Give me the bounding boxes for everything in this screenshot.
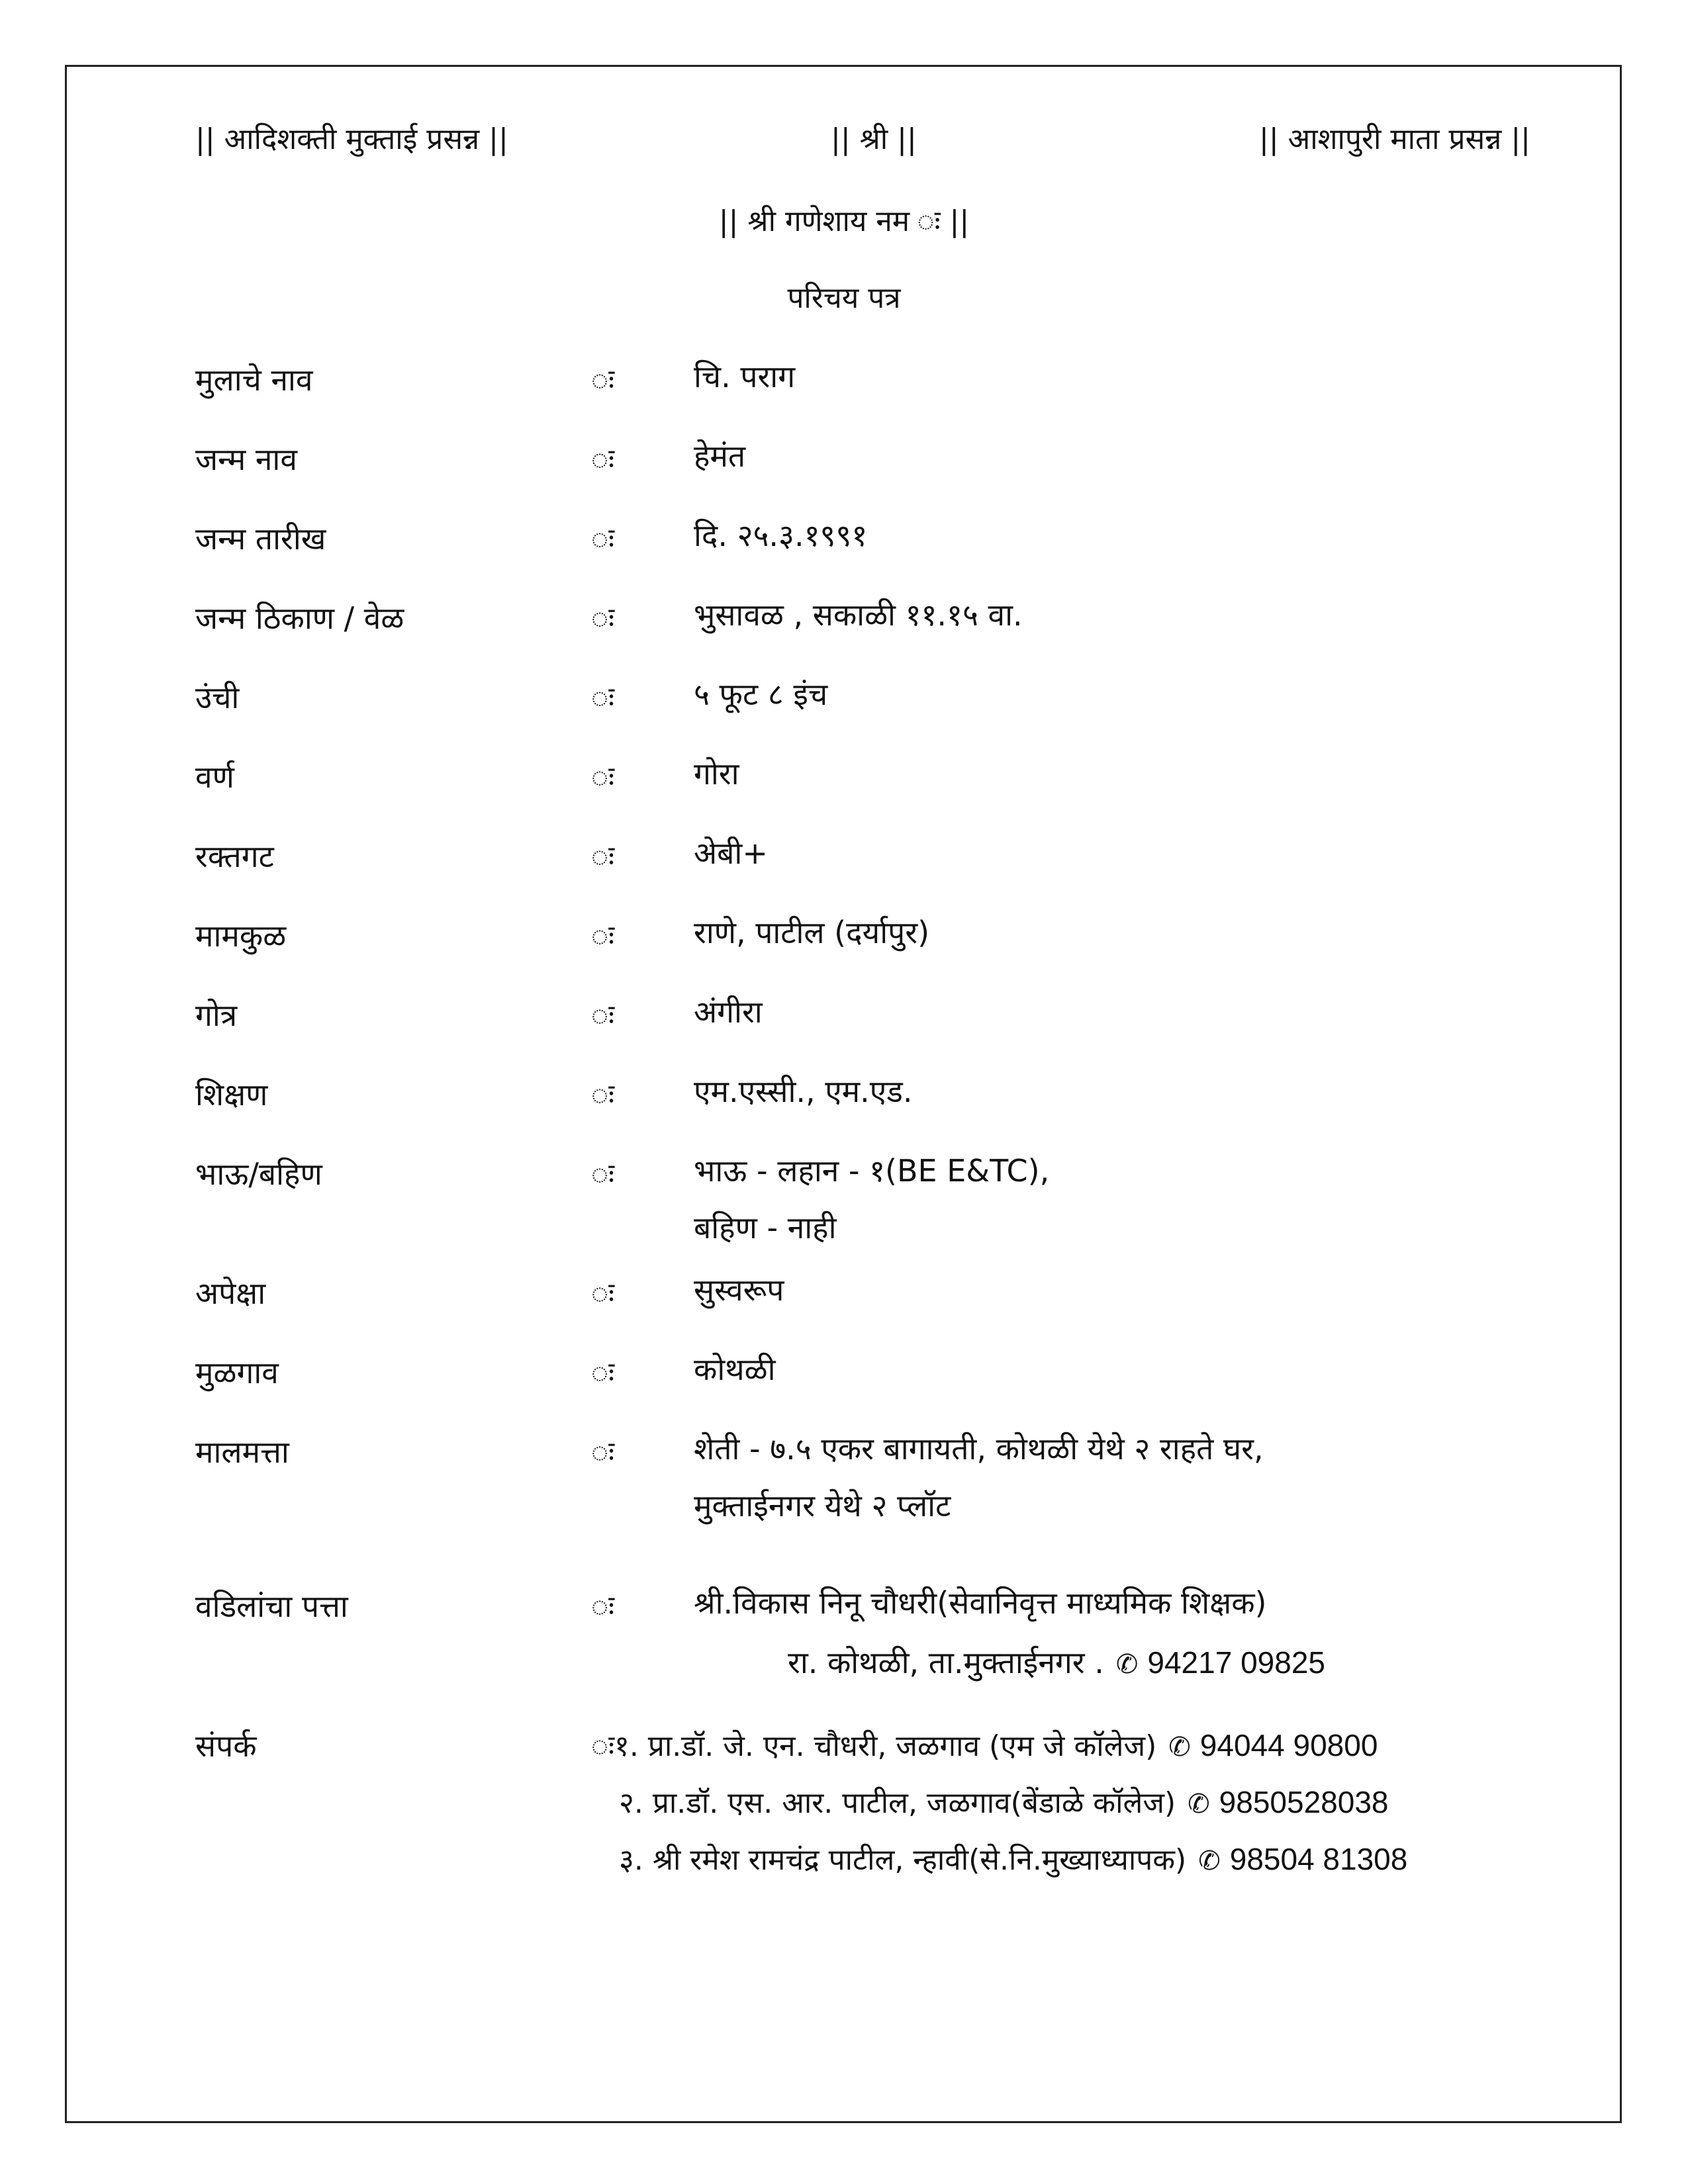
contact-entry bbox=[619, 1839, 1407, 1878]
field-colon: ः bbox=[591, 1435, 615, 1469]
field-colon: ः bbox=[591, 363, 615, 397]
contact-entry-text: ः१. प्रा.डॉ. जे. एन. चौधरी, जळगाव (एम जे कॉलेज) bbox=[591, 1729, 1157, 1763]
field-label: शिक्षण bbox=[195, 1077, 268, 1113]
telephone-icon: ✆ bbox=[1188, 1789, 1210, 1819]
field-value-line: शेती - ७.५ एकर बागायती, कोथळी येथे २ राहते घर, bbox=[694, 1431, 1264, 1467]
field-value bbox=[694, 1063, 912, 1120]
field-colon: ः bbox=[591, 522, 615, 556]
telephone-icon: ✆ bbox=[1168, 1732, 1191, 1762]
field-value bbox=[694, 904, 929, 961]
field-colon: ः bbox=[591, 602, 615, 635]
field-label: जन्म ठिकाण / वेळ bbox=[195, 600, 404, 636]
field-value-line: चि. पराग bbox=[694, 359, 796, 394]
field-colon: ः bbox=[591, 1590, 615, 1623]
father-address-label: वडिलांचा पत्ता bbox=[195, 1588, 348, 1624]
field-label: भाऊ/बहिण bbox=[195, 1156, 322, 1192]
field-value-line: राणे, पाटील (दर्यापुर) bbox=[694, 915, 930, 950]
document-title: परिचय पत्र bbox=[787, 281, 901, 315]
field-value-line: बहिण - नाही bbox=[694, 1210, 837, 1246]
contact-entry bbox=[591, 1725, 1378, 1764]
contact-phone: 94044 90800 bbox=[1199, 1728, 1378, 1762]
field-label: मुळगाव bbox=[195, 1355, 279, 1390]
telephone-icon: ✆ bbox=[1198, 1846, 1221, 1876]
field-value-line: गोरा bbox=[694, 756, 739, 792]
field-label: वर्ण bbox=[195, 759, 234, 795]
field-colon: ः bbox=[591, 919, 615, 953]
field-label: गोत्र bbox=[195, 997, 238, 1033]
field-colon: ः bbox=[591, 1078, 615, 1112]
field-colon: ः bbox=[591, 999, 615, 1032]
field-value bbox=[694, 1142, 1049, 1256]
invocation: || श्री गणेशाय नम ः || bbox=[718, 205, 970, 238]
header-center-blessing: || श्री || bbox=[831, 122, 917, 156]
header-right-blessing: || आशापुरी माता प्रसन्न || bbox=[1259, 122, 1530, 156]
field-colon: ः bbox=[591, 760, 615, 794]
field-label: मामकुळ bbox=[195, 918, 287, 954]
field-colon: ः bbox=[591, 681, 615, 715]
field-value bbox=[694, 428, 745, 484]
field-value-line: मुक्ताईनगर येथे २ प्लॉट bbox=[694, 1488, 951, 1524]
field-value bbox=[694, 348, 795, 405]
contact-entry bbox=[619, 1782, 1389, 1821]
field-value bbox=[694, 1341, 776, 1398]
header-left-blessing: || आदिशक्ती मुक्ताई प्रसन्न || bbox=[195, 122, 508, 156]
field-value bbox=[694, 1261, 784, 1318]
field-value-line: कोथळी bbox=[694, 1351, 776, 1387]
field-label: मालमत्ता bbox=[195, 1434, 289, 1470]
field-colon: ः bbox=[591, 1158, 615, 1191]
field-label: जन्म नाव bbox=[195, 441, 297, 477]
father-name: श्री.विकास निनू चौधरी(सेवानिवृत्त माध्यमिक शिक्षक) bbox=[694, 1585, 1267, 1621]
contact-entry-text: ३. श्री रमेश रामचंद्र पाटील, न्हावी(से.नि.मुख्याध्यापक) bbox=[619, 1843, 1187, 1877]
contact-phone: 9850528038 bbox=[1219, 1785, 1389, 1819]
contact-phone: 98504 81308 bbox=[1229, 1842, 1408, 1876]
contact-entry-text: २. प्रा.डॉ. एस. आर. पाटील, जळगाव(बेंडाळे कॉलेज) bbox=[619, 1786, 1176, 1820]
field-value-line: दि. २५.३.१९९१ bbox=[694, 518, 868, 553]
field-colon: ः bbox=[591, 1277, 615, 1310]
field-value bbox=[694, 825, 768, 882]
field-label: जन्म तारीख bbox=[195, 521, 326, 557]
field-value-line: ५ फूट ८ इंच bbox=[694, 676, 828, 712]
field-value-line: अंगीरा bbox=[694, 994, 763, 1030]
field-value-line: हेमंत bbox=[694, 438, 746, 474]
field-label: मुलाचे नाव bbox=[195, 362, 313, 398]
field-value-line: एम.एस्सी., एम.एड. bbox=[694, 1073, 913, 1109]
field-label: रक्तगट bbox=[195, 839, 274, 874]
field-value bbox=[694, 507, 867, 564]
field-value-line: भुसावळ , सकाळी ११.१५ वा. bbox=[694, 597, 1023, 633]
field-colon: ः bbox=[591, 443, 615, 477]
field-value-line: अेबी+ bbox=[694, 835, 768, 871]
field-value bbox=[694, 745, 739, 802]
field-value-line: सुस्वरूप bbox=[694, 1272, 784, 1308]
father-phone: 94217 09825 bbox=[1147, 1645, 1325, 1680]
field-colon: ः bbox=[591, 1356, 615, 1390]
telephone-icon: ✆ bbox=[1115, 1649, 1139, 1680]
contact-label: संपर्क bbox=[195, 1728, 257, 1764]
field-value bbox=[694, 586, 1023, 643]
field-colon: ः bbox=[591, 840, 615, 874]
field-value bbox=[694, 666, 827, 723]
field-label: उंची bbox=[195, 680, 240, 715]
field-label: अपेक्षा bbox=[195, 1275, 266, 1311]
field-value bbox=[694, 1420, 1264, 1534]
father-address bbox=[788, 1641, 1325, 1682]
field-value-line: भाऊ - लहान - १(BE E&TC), bbox=[694, 1153, 1050, 1189]
father-village: रा. कोथळी, ता.मुक्ताईनगर . bbox=[788, 1645, 1104, 1680]
field-value bbox=[694, 983, 763, 1040]
